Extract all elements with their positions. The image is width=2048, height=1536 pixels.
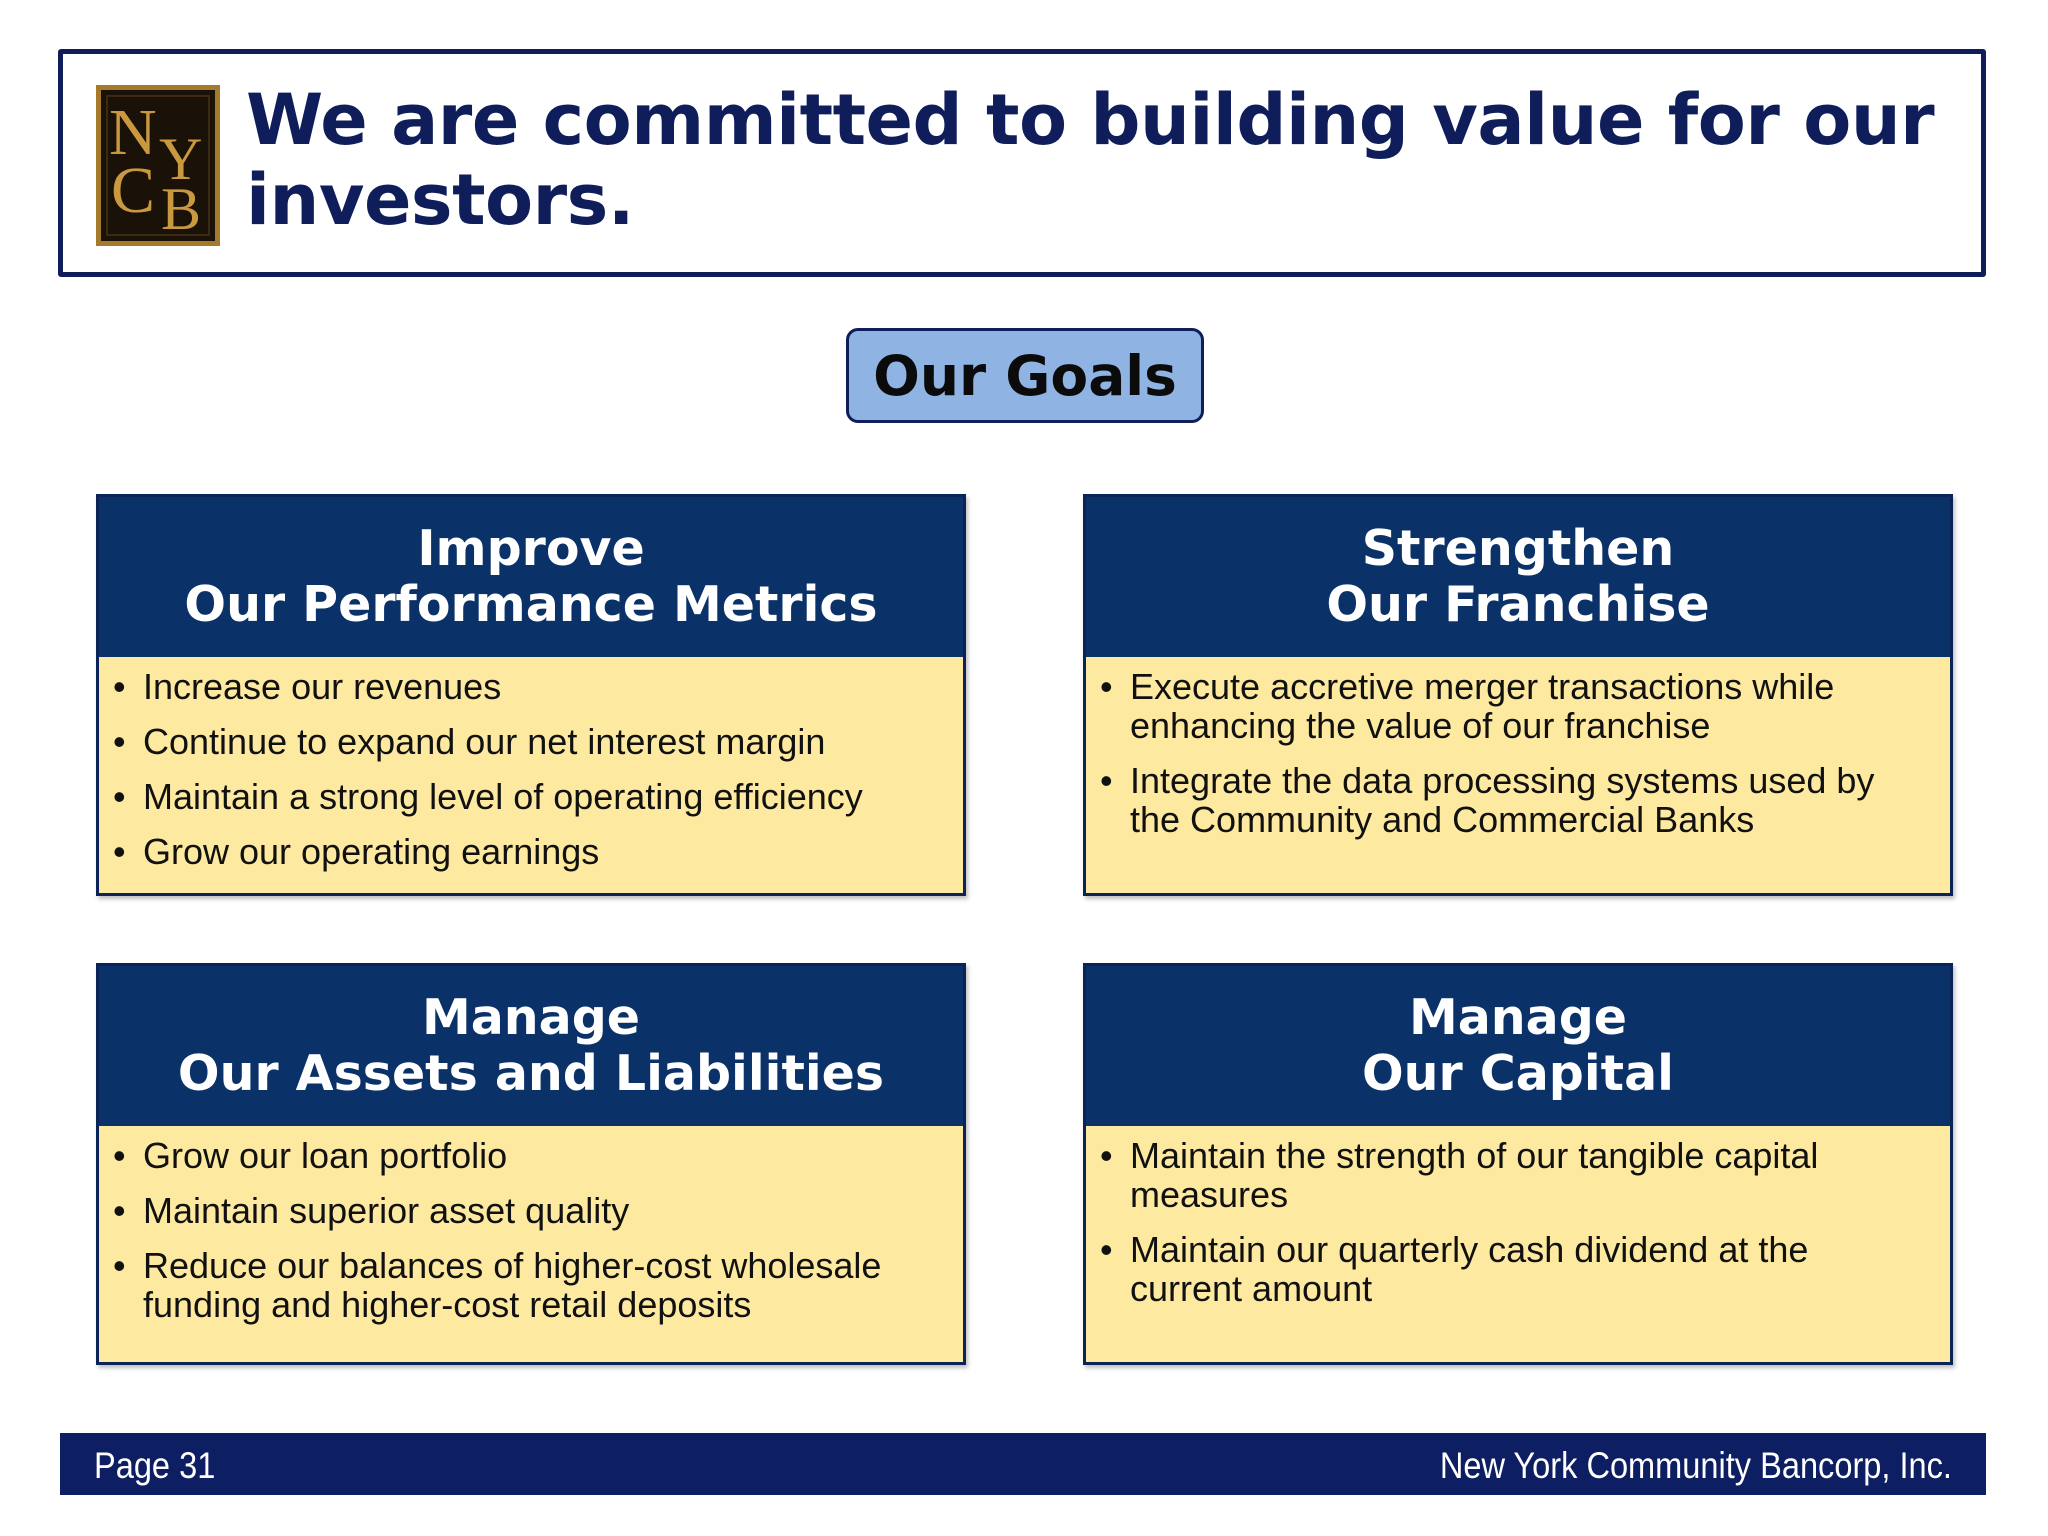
- card-title-line1: Manage: [421, 989, 641, 1046]
- list-item: • Maintain the strength of our tangible capital measures: [1100, 1135, 1819, 1215]
- list-item-text: Grow our loan portfolio: [143, 1135, 508, 1176]
- card-header: [1086, 966, 1950, 1126]
- logo-letter-y: Y: [159, 126, 203, 192]
- goal-card-franchise: [1083, 494, 1953, 896]
- goal-list: [99, 1126, 963, 1324]
- goal-card-capital: [1083, 963, 1953, 1365]
- logo-letter-c: C: [111, 154, 156, 227]
- logo-letter-n: N: [109, 96, 157, 169]
- list-item: • Integrate the data processing systems used by the Community and Commercial Banks: [1100, 760, 1875, 840]
- list-item: • Grow our operating earnings: [113, 831, 600, 872]
- list-item-text: Reduce our balances of higher-cost wholesale funding and higher-cost retail deposits: [143, 1245, 882, 1325]
- card-title-line1: Improve: [417, 520, 645, 577]
- footer-bar: [60, 1433, 1986, 1495]
- list-item-text: Increase our revenues: [143, 666, 502, 707]
- card-header: [99, 966, 963, 1126]
- card-header: [1086, 497, 1950, 657]
- goal-list: [1086, 1126, 1950, 1308]
- page-number: Page 31: [94, 1445, 216, 1486]
- goal-card-performance: [96, 494, 966, 896]
- card-title-line1: Manage: [1408, 989, 1628, 1046]
- list-item-text: Maintain the strength of our tangible capital measures: [1130, 1135, 1819, 1215]
- card-title-line2: Our Franchise: [1326, 576, 1710, 633]
- list-item-text: Maintain superior asset quality: [143, 1190, 630, 1231]
- goal-card-assets-liabilities: [96, 963, 966, 1365]
- list-item-text: Integrate the data processing systems used by the Community and Commercial Banks: [1130, 760, 1875, 840]
- card-title-line1: Strengthen: [1361, 520, 1675, 577]
- card-title-line2: Our Performance Metrics: [184, 576, 878, 633]
- goal-list: [1086, 657, 1950, 839]
- list-item: • Increase our revenues: [113, 666, 502, 707]
- list-item: • Continue to expand our net interest margin: [113, 721, 826, 762]
- list-item: • Grow our loan portfolio: [113, 1135, 508, 1176]
- company-name: New York Community Bancorp, Inc.: [1439, 1445, 1952, 1486]
- nycb-logo: [96, 85, 220, 246]
- list-item-text: Maintain our quarterly cash dividend at the current amount: [1130, 1229, 1809, 1309]
- page-title: We are committed to building value for our investors.: [246, 79, 1935, 241]
- list-item: • Maintain our quarterly cash dividend at the current amount: [1100, 1229, 1809, 1309]
- list-item-text: Continue to expand our net interest margin: [143, 721, 826, 762]
- card-title-line2: Our Capital: [1362, 1045, 1674, 1102]
- list-item: • Execute accretive merger transactions while enhancing the value of our franchise: [1100, 666, 1835, 746]
- list-item-text: Maintain a strong level of operating efficiency: [143, 776, 863, 817]
- goals-badge: Our Goals: [846, 328, 1204, 423]
- list-item-text: Grow our operating earnings: [143, 831, 600, 872]
- logo-letter-b: B: [161, 176, 202, 242]
- card-header: [99, 497, 963, 657]
- list-item: • Maintain a strong level of operating efficiency: [113, 776, 863, 817]
- card-title-line2: Our Assets and Liabilities: [177, 1045, 885, 1102]
- goal-list: [99, 657, 963, 871]
- list-item: • Reduce our balances of higher-cost wholesale funding and higher-cost retail deposits: [113, 1245, 882, 1325]
- list-item-text: Execute accretive merger transactions while enhancing the value of our franchise: [1130, 666, 1835, 746]
- list-item: • Maintain superior asset quality: [113, 1190, 630, 1231]
